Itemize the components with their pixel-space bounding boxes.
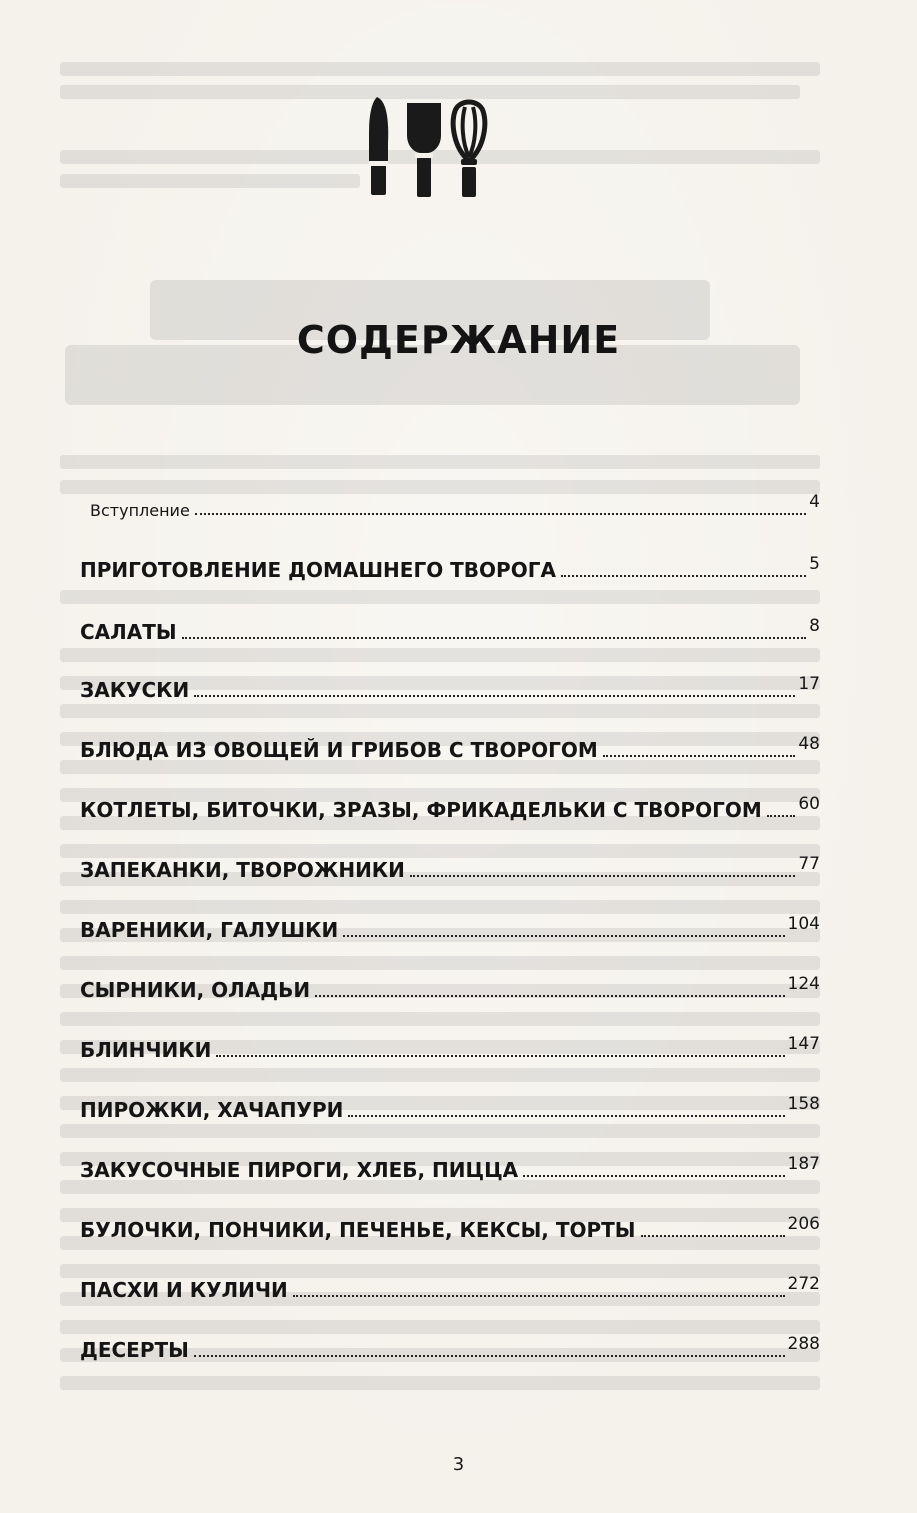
toc-entry-title: СЫРНИКИ, ОЛАДЬИ xyxy=(80,978,311,1002)
toc-entry[interactable] xyxy=(80,1034,820,1062)
dot-leader xyxy=(343,935,784,937)
toc-entry-page: 4 xyxy=(809,492,820,512)
toc-entry-title: Вступление xyxy=(90,501,190,520)
toc-entry-title: ЗАКУСОЧНЫЕ ПИРОГИ, ХЛЕБ, ПИЦЦА xyxy=(80,1158,519,1182)
toc-entry-title: ЗАКУСКИ xyxy=(80,678,190,702)
dot-leader xyxy=(348,1115,784,1117)
toc-entry-title: ВАРЕНИКИ, ГАЛУШКИ xyxy=(80,918,339,942)
dot-leader xyxy=(603,755,796,757)
toc-entry-title: БЛИНЧИКИ xyxy=(80,1038,212,1062)
toc-entry-page: 187 xyxy=(787,1154,820,1174)
toc-entry-title: БЛЮДА ИЗ ОВОЩЕЙ И ГРИБОВ С ТВОРОГОМ xyxy=(80,738,598,762)
dot-leader xyxy=(767,815,796,817)
toc-entry-page: 272 xyxy=(787,1274,820,1294)
toc-entry-page: 104 xyxy=(787,914,820,934)
page-number: 3 xyxy=(452,1454,465,1475)
toc-entry[interactable] xyxy=(80,1094,820,1122)
toc-entry[interactable] xyxy=(80,1334,820,1362)
toc-entry-page: 124 xyxy=(787,974,820,994)
knife-icon xyxy=(369,97,388,195)
toc-entry-page: 5 xyxy=(809,554,820,574)
toc-entry-page: 48 xyxy=(798,734,820,754)
toc-entry-page: 8 xyxy=(809,616,820,636)
toc-entry[interactable] xyxy=(80,1214,820,1242)
toc-entry-title: БУЛОЧКИ, ПОНЧИКИ, ПЕЧЕНЬЕ, КЕКСЫ, ТОРТЫ xyxy=(80,1218,636,1242)
dot-leader xyxy=(216,1055,784,1057)
toc-entry-title: ПИРОЖКИ, ХАЧАПУРИ xyxy=(80,1098,344,1122)
toc-entry-page: 17 xyxy=(798,674,820,694)
toc-entry-page: 147 xyxy=(787,1034,820,1054)
whisk-icon xyxy=(453,102,485,197)
dot-leader xyxy=(194,1355,785,1357)
dot-leader xyxy=(182,637,807,639)
dot-leader xyxy=(561,575,806,577)
toc-entry-page: 158 xyxy=(787,1094,820,1114)
toc-entry[interactable] xyxy=(80,794,820,822)
toc-entry-page: 77 xyxy=(798,854,820,874)
toc-entry[interactable] xyxy=(80,854,820,882)
dot-leader xyxy=(195,513,806,515)
toc-entry[interactable] xyxy=(80,492,820,520)
toc-entry[interactable] xyxy=(80,616,820,644)
toc-entry[interactable] xyxy=(80,554,820,582)
dot-leader xyxy=(194,695,795,697)
toc-entry-title: ДЕСЕРТЫ xyxy=(80,1338,189,1362)
spatula-icon xyxy=(407,103,441,197)
toc-entry-title: ЗАПЕКАНКИ, ТВОРОЖНИКИ xyxy=(80,858,405,882)
dot-leader xyxy=(410,875,795,877)
toc-entry[interactable] xyxy=(80,1274,820,1302)
toc-entry[interactable] xyxy=(80,734,820,762)
toc-entry[interactable] xyxy=(80,914,820,942)
toc-entry-page: 206 xyxy=(787,1214,820,1234)
toc-entry-title: ПАСХИ И КУЛИЧИ xyxy=(80,1278,288,1302)
toc-entry-page: 288 xyxy=(787,1334,820,1354)
page-title: СОДЕРЖАНИЕ xyxy=(296,318,621,362)
dot-leader xyxy=(641,1235,785,1237)
toc-entry-title: КОТЛЕТЫ, БИТОЧКИ, ЗРАЗЫ, ФРИКАДЕЛЬКИ С ТВОРОГОМ xyxy=(80,798,762,822)
dot-leader xyxy=(293,1295,785,1297)
toc-entry[interactable] xyxy=(80,1154,820,1182)
toc-entry[interactable] xyxy=(80,974,820,1002)
toc-entry-page: 60 xyxy=(798,794,820,814)
toc-entry-title: САЛАТЫ xyxy=(80,620,177,644)
toc-entry[interactable] xyxy=(80,674,820,702)
toc-entry-title: ПРИГОТОВЛЕНИЕ ДОМАШНЕГО ТВОРОГА xyxy=(80,558,556,582)
dot-leader xyxy=(523,1175,784,1177)
kitchen-tools-emblem xyxy=(355,95,495,205)
dot-leader xyxy=(315,995,784,997)
